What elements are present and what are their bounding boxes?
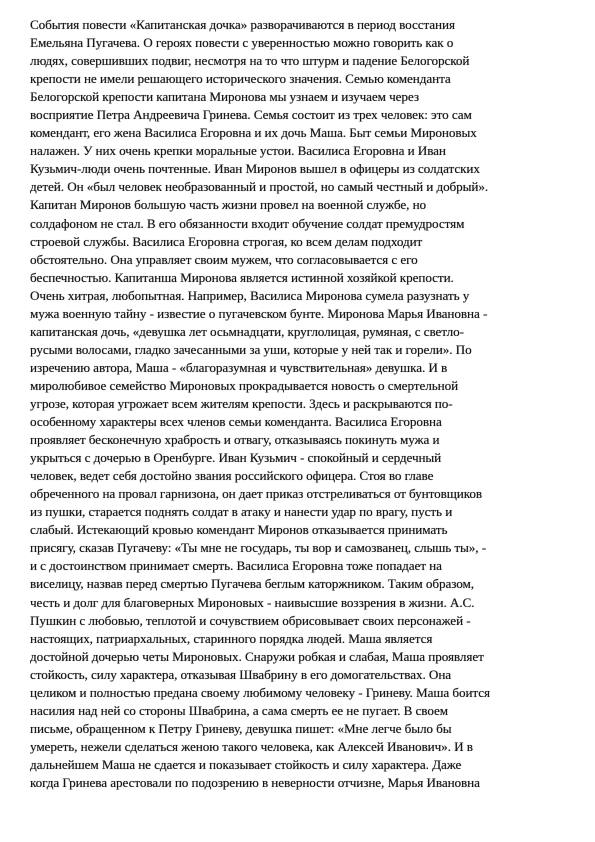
text-line: миролюбивое семейство Мироновых прокрадывается новость о смертельной <box>30 377 459 393</box>
text-line: проявляет бесконечную храбрость и отвагу, отказываясь покинуть мужа и <box>30 432 440 448</box>
text-line: События повести «Капитанская дочка» разворачиваются в период восстания <box>30 17 455 32</box>
text-line: Очень хитрая, любопытная. Например, Василиса Миронова сумела разузнать у <box>30 287 470 303</box>
text-line: дальнейшем Маша не сдается и показывает стойкость и силу характера. Даже <box>30 756 462 772</box>
text-line: строевой службы. Василиса Егоровна строгая, ко всем делам подходит <box>30 233 423 249</box>
text-line: Капитан Миронов большую часть жизни провел на военной службе, но <box>30 197 427 213</box>
text-line: капитанская дочь, «девушка лет осьмнадцати, круглолицая, румяная, с светло- <box>30 323 464 339</box>
text-line: насилия над ней со стороны Швабрина, а сама смерть ее не пугает. В своем <box>30 702 448 718</box>
text-line: настоящих, патриархальных, старинного порядка людей. Маша является <box>30 630 433 646</box>
text-line: Пушкин с любовью, теплотой и сочувствием обрисовывает своих персонажей - <box>30 612 471 628</box>
text-line: целиком и полностью предана своему любимому человеку - Гриневу. Маша боится <box>30 684 490 700</box>
essay-text <box>30 16 570 792</box>
text-line: беспечностью. Капитанша Миронова является истинной хозяйкой крепости. <box>30 269 454 285</box>
text-line: детей. Он «был человек необразованный и простой, но самый честный и добрый». <box>30 179 489 195</box>
text-line: и с достоинством принимает смерть. Василиса Егоровна тоже попадает на <box>30 558 442 574</box>
text-line: Белогорской крепости капитана Миронова мы узнаем и изучаем через <box>30 89 419 105</box>
text-line: солдафоном не стал. В его обязанности входит обучение солдат премудростям <box>30 215 465 231</box>
text-line: когда Гринева арестовали по подозрению в неверности отчизне, Марья Ивановна <box>30 774 480 790</box>
text-line: налажен. У них очень крепки моральные устои. Василиса Егоровна и Иван <box>30 143 446 159</box>
text-line: особенному характеры всех членов семьи коменданта. Василиса Егоровна <box>30 414 442 430</box>
text-line: обстоятельно. Она управляет своим мужем, что согласовывается с его <box>30 251 418 267</box>
text-line: крепости не имели решающего исторического значения. Семью коменданта <box>30 71 451 87</box>
text-line: стойкость, силу характера, отказывая Швабрину в его домогательствах. Она <box>30 666 452 682</box>
text-line: честь и долг для благоверных Мироновых - наивысшие воззрения в жизни. А.С. <box>30 594 475 610</box>
text-line: угрозе, которая угрожает всем жителям крепости. Здесь и раскрываются по- <box>30 395 453 411</box>
text-line: комендант, его жена Василиса Егоровна и их дочь Маша. Быт семьи Мироновых <box>30 125 477 141</box>
text-line: изречению автора, Маша - «благоразумная и чувствительная» девушка. И в <box>30 359 448 375</box>
text-line: человек, ведет себя достойно звания российского офицера. Стоя во главе <box>30 468 434 484</box>
text-line: восприятие Петра Андреевича Гринева. Семья состоит из трех человек: это сам <box>30 107 472 123</box>
text-line: русыми волосами, гладко зачесанными за уши, которые у ней так и горели». По <box>30 341 472 357</box>
text-line: из пушки, старается поднять солдат в атаку и нанести удар по врагу, пусть и <box>30 504 453 520</box>
text-line: виселицу, назвав перед смертью Пугачева беглым каторжником. Таким образом, <box>30 576 474 592</box>
text-line: письме, обращенном к Петру Гриневу, девушка пишет: «Мне легче было бы <box>30 720 452 736</box>
text-line: достойной дочерью четы Мироновых. Снаружи робкая и слабая, Маша проявляет <box>30 648 484 664</box>
text-line: обреченного на провал гарнизона, он дает приказ отстреливаться от бунтовщиков <box>30 486 483 502</box>
text-line: Кузьмич-люди очень почтенные. Иван Миронов вышел в офицеры из солдатских <box>30 161 480 177</box>
text-line: слабый. Истекающий кровью комендант Миронов отказывается принимать <box>30 522 448 538</box>
text-line: Емельяна Пугачева. О героях повести с уверенностью можно говорить как о <box>30 35 454 51</box>
text-line: умереть, нежели сделаться женою такого человека, как Алексей Иванович». И в <box>30 738 473 754</box>
text-line: людях, совершивших подвиг, несмотря на то что штурм и падение Белогорской <box>30 53 470 69</box>
text-line: присягу, сказав Пугачеву: «Ты мне не государь, ты вор и самозванец, слышь ты», - <box>30 540 487 556</box>
text-line: мужа военную тайну - известие о пугачевском бунте. Миронова Марья Ивановна - <box>30 305 488 321</box>
text-line: укрыться с дочерью в Оренбурге. Иван Кузьмич - спокойный и сердечный <box>30 450 442 466</box>
